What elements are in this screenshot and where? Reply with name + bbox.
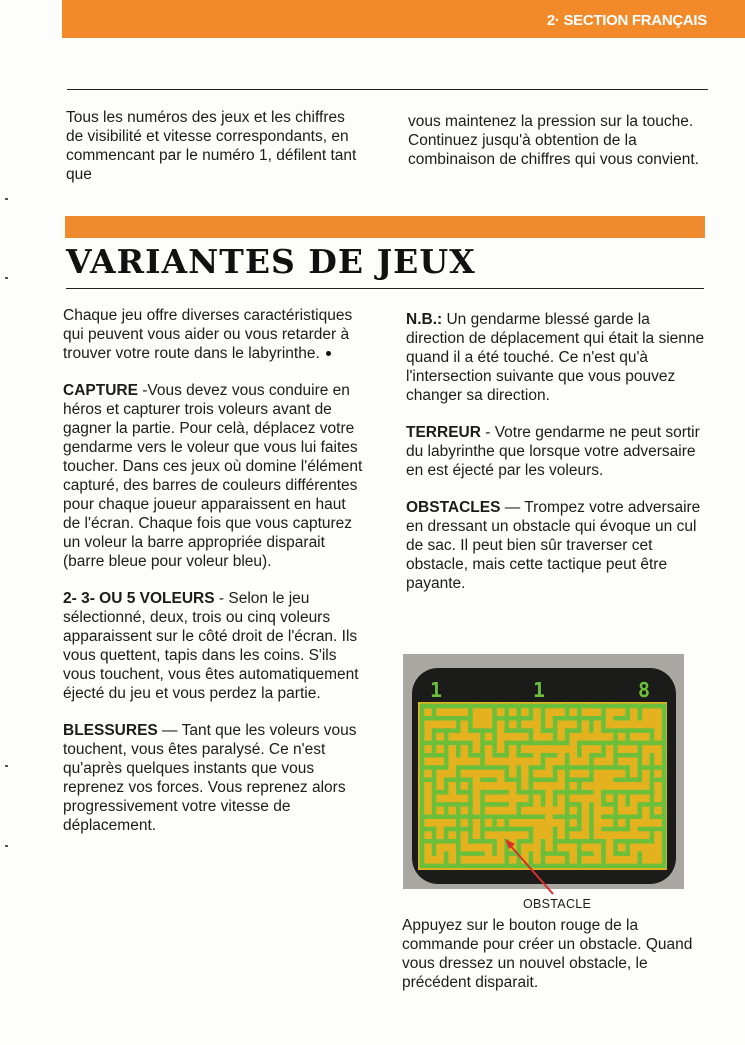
heading-terreur: TERREUR bbox=[406, 424, 481, 441]
heading-obstacles: OBSTACLES bbox=[406, 499, 501, 516]
paragraph-intro-text: Chaque jeu offre diverses caractéristiques qui peuvent vous aider ou vous retarder à trouver votre route dans le labyrinthe. bbox=[63, 307, 353, 362]
heading-voleurs: 2- 3- OU 5 VOLEURS bbox=[63, 590, 215, 607]
paragraph-nb-text: Un gendarme blessé garde la direction de déplacement qui était la sienne quand il a été touché. Ce n'est qu'à l'intersection suivante que vous pouvez changer sa direction. bbox=[406, 311, 705, 404]
margin-mark bbox=[5, 845, 8, 847]
section-title: VARIANTES DE JEUX bbox=[66, 242, 476, 281]
paragraph-voleurs-text: - Selon le jeu sélectionné, deux, trois ou cinq voleurs apparaissent sur le côté droit de l'écran. Ils vous quettent, tapis dans les coins. S'ils vous touchent, vous êtes automatiquement éjecté du jeu et vous perdez la partie. bbox=[63, 590, 359, 702]
score-display bbox=[430, 678, 650, 702]
obstacle-label: OBSTACLE bbox=[523, 897, 592, 911]
paragraph-blessures-text: — Tant que les voleurs vous touchent, vous êtes paralysé. Ce n'est qu'après quelques instants que vous reprenez vos forces. Vous reprenez alors progressivement votre vitesse de déplacement. bbox=[63, 722, 357, 834]
score-left: 1 bbox=[430, 678, 443, 702]
paragraph-obstacles-text: — Trompez votre adversaire en dressant un obstacle qui évoque un cul de sac. Il peut bien sûr traverser cet obstacle, mais cette tactique peut être payante. bbox=[406, 499, 701, 592]
heading-capture: CAPTURE bbox=[63, 382, 138, 399]
margin-mark bbox=[5, 198, 8, 200]
paragraph-capture-text: -Vous devez vous conduire en héros et capturer trois voleurs avant de gagner la partie. Pour celà, déplacez votre gendarme vers le voleur que vous lui faites toucher. Dans ces jeux où domine l'élément capturé, des barres de couleurs différentes pour chaque joueur apparaissent en haut de l'écran. Chaque fois que vous capturez un voleur la barre appropriée disparait (barre bleue pour voleur bleu). bbox=[63, 382, 363, 570]
margin-mark bbox=[5, 277, 8, 279]
score-right: 8 bbox=[638, 678, 651, 702]
heading-nb: N.B.: bbox=[406, 311, 443, 328]
section-label: 2· SECTION FRANÇAIS bbox=[546, 12, 707, 29]
paragraph-terreur-text: - Votre gendarme ne peut sortir du labyrinthe que lorsque votre adversaire en est éjecté par les voleurs. bbox=[406, 424, 700, 479]
heading-blessures: BLESSURES bbox=[63, 722, 158, 739]
caption bbox=[402, 916, 702, 1010]
intro-right-text: vous maintenez la pression sur la touche. Continuez jusqu'à obtention de la combinaison de chiffres qui vous convient. bbox=[408, 113, 699, 168]
margin-mark bbox=[5, 765, 8, 767]
intro-left-text: Tous les numéros des jeux et les chiffres de visibilité et vitesse correspondants, en commencant par le numéro 1, défilent tant que bbox=[66, 109, 357, 183]
score-middle: 1 bbox=[533, 678, 546, 702]
caption-text: Appuyez sur le bouton rouge de la commande pour créer un obstacle. Quand vous dressez un nouvel obstacle, le précédent disparait. bbox=[402, 917, 693, 991]
